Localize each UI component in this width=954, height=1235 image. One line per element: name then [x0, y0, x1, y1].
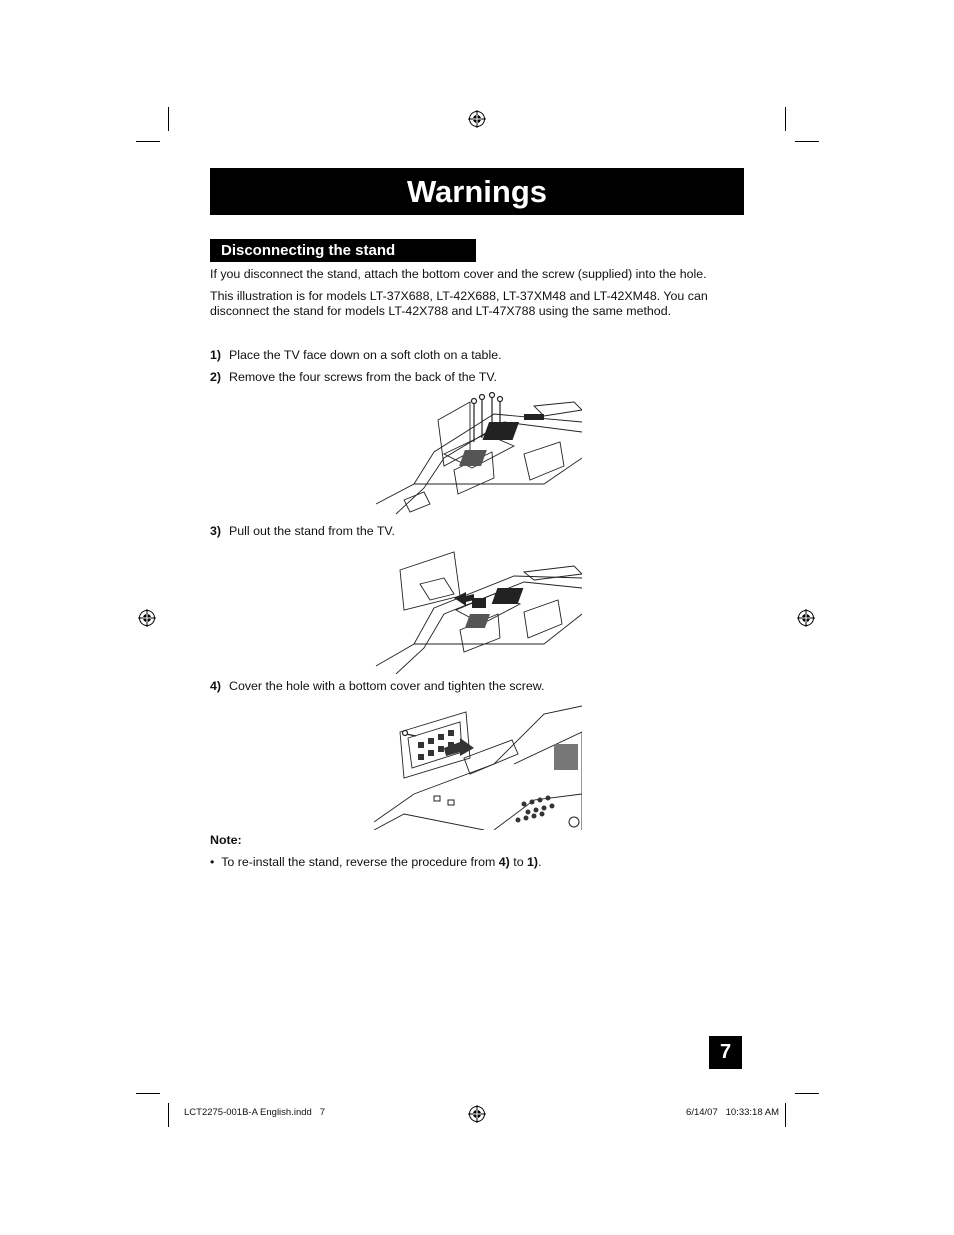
note-text: .	[538, 855, 542, 869]
note-step-ref: 1)	[527, 855, 539, 869]
footer-timestamp: 6/14/07 10:33:18 AM	[686, 1107, 779, 1118]
crop-mark	[168, 107, 169, 131]
figure-cover-hole	[374, 704, 582, 830]
section-heading: Disconnecting the stand	[210, 239, 476, 262]
figure-pull-stand	[374, 548, 582, 674]
step-number: 3)	[210, 524, 222, 538]
registration-mark-icon	[468, 1105, 486, 1123]
note-label: Note:	[210, 833, 242, 847]
step-text: Place the TV face down on a soft cloth on a table.	[229, 348, 502, 362]
crop-mark	[168, 1103, 169, 1127]
note-text: to	[509, 855, 528, 869]
step-item	[210, 679, 544, 694]
registration-mark-icon	[797, 609, 815, 627]
registration-mark-icon	[138, 609, 156, 627]
step-text: Pull out the stand from the TV.	[229, 524, 395, 538]
step-number: 2)	[210, 370, 222, 384]
figure-remove-screws	[374, 392, 582, 516]
page-number: 7	[709, 1036, 742, 1069]
crop-mark	[795, 141, 819, 142]
step-number: 4)	[210, 679, 222, 693]
intro-paragraph: If you disconnect the stand, attach the bottom cover and the screw (supplied) into the hole.	[210, 267, 707, 281]
crop-mark	[136, 1093, 160, 1094]
intro-paragraph: This illustration is for models LT-37X688, LT-42X688, LT-37XM48 and LT-42XM48. You can disconnect the stand for models LT-42X788 and LT-47X788 using the same method.	[210, 289, 708, 318]
page-title: Warnings	[210, 168, 744, 215]
crop-mark	[136, 141, 160, 142]
crop-mark	[785, 1103, 786, 1127]
note-bullet	[210, 855, 542, 870]
step-number: 1)	[210, 348, 222, 362]
bullet-icon: •	[210, 855, 222, 869]
step-item	[210, 370, 497, 385]
step-text: Cover the hole with a bottom cover and tighten the screw.	[229, 679, 545, 693]
registration-mark-icon	[468, 110, 486, 128]
note-text: To re-install the stand, reverse the procedure from	[221, 855, 499, 869]
crop-mark	[795, 1093, 819, 1094]
step-text: Remove the four screws from the back of the TV.	[229, 370, 497, 384]
step-item	[210, 348, 502, 363]
crop-mark	[785, 107, 786, 131]
note-step-ref: 4)	[498, 855, 510, 869]
step-item	[210, 524, 395, 539]
footer-file-name: LCT2275-001B-A English.indd 7	[184, 1107, 326, 1118]
